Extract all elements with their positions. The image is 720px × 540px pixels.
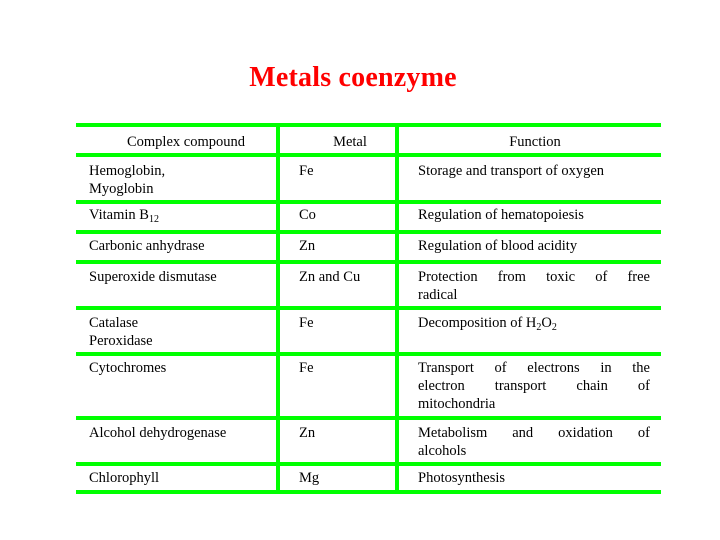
subscript: 2 bbox=[536, 322, 542, 333]
table-divider bbox=[76, 462, 661, 466]
compound-name: Hemoglobin, bbox=[89, 163, 166, 179]
table-row-compound bbox=[89, 206, 159, 224]
table-row-function: Regulation of hematopoiesis bbox=[418, 207, 584, 223]
compound-name: Vitamin B bbox=[89, 207, 149, 223]
table-divider bbox=[76, 306, 661, 310]
table-row-function: Photosynthesis bbox=[418, 470, 506, 486]
table-divider bbox=[76, 416, 661, 420]
function-line: alcohols bbox=[418, 443, 467, 459]
table-border-top bbox=[76, 123, 661, 127]
function-line: radical bbox=[418, 287, 458, 303]
table-row-metal: Fe bbox=[299, 315, 314, 331]
table-row-compound: Carbonic anhydrase bbox=[89, 238, 205, 254]
table-row-function bbox=[418, 424, 650, 460]
header-function: Function bbox=[509, 134, 561, 150]
table-row-function bbox=[418, 314, 557, 332]
subscript: 12 bbox=[148, 214, 159, 225]
table-row-compound bbox=[89, 162, 165, 198]
table-divider-header bbox=[76, 153, 661, 157]
function-text: O bbox=[541, 315, 552, 331]
table-row-metal: Zn bbox=[299, 425, 316, 441]
table-border-bottom bbox=[76, 490, 661, 494]
page-title: Metals coenzyme bbox=[249, 62, 457, 93]
function-line: Protection from toxic of free bbox=[418, 269, 650, 285]
column-divider bbox=[395, 123, 399, 494]
function-text: Decomposition of H bbox=[418, 315, 537, 331]
table-row-function bbox=[418, 268, 650, 304]
header-complex-compound: Complex compound bbox=[126, 134, 245, 150]
table-row-compound: Superoxide dismutase bbox=[89, 269, 217, 285]
table-row-compound: Cytochromes bbox=[89, 360, 167, 376]
compound-name: Myoglobin bbox=[89, 181, 154, 197]
table-row-compound: Chlorophyll bbox=[89, 470, 160, 486]
table-row-metal: Zn bbox=[299, 238, 316, 254]
table-divider bbox=[76, 260, 661, 264]
table-row-function: Storage and transport of oxygen bbox=[418, 163, 605, 179]
table-row-function bbox=[418, 359, 650, 413]
table-divider bbox=[76, 230, 661, 234]
table-divider bbox=[76, 200, 661, 204]
function-line: Metabolism and oxidation of bbox=[418, 425, 650, 441]
header-metal: Metal bbox=[333, 134, 367, 150]
table-row-metal: Fe bbox=[299, 360, 314, 376]
table-row-function: Regulation of blood acidity bbox=[418, 238, 578, 254]
column-divider bbox=[276, 123, 280, 494]
subscript: 2 bbox=[551, 322, 557, 333]
compound-name: Peroxidase bbox=[89, 333, 153, 349]
table-row-metal: Fe bbox=[299, 163, 314, 179]
function-line: electron transport chain of bbox=[418, 378, 650, 394]
table-row-compound bbox=[89, 314, 153, 350]
function-line: mitochondria bbox=[418, 396, 496, 412]
compound-name: Catalase bbox=[89, 315, 139, 331]
table-divider bbox=[76, 352, 661, 356]
table-row-metal: Co bbox=[299, 207, 316, 223]
function-line: Transport of electrons in the bbox=[418, 360, 650, 376]
table-row-metal: Zn and Cu bbox=[299, 269, 361, 285]
table-row-metal: Mg bbox=[299, 470, 320, 486]
table-row-compound: Alcohol dehydrogenase bbox=[89, 425, 227, 441]
